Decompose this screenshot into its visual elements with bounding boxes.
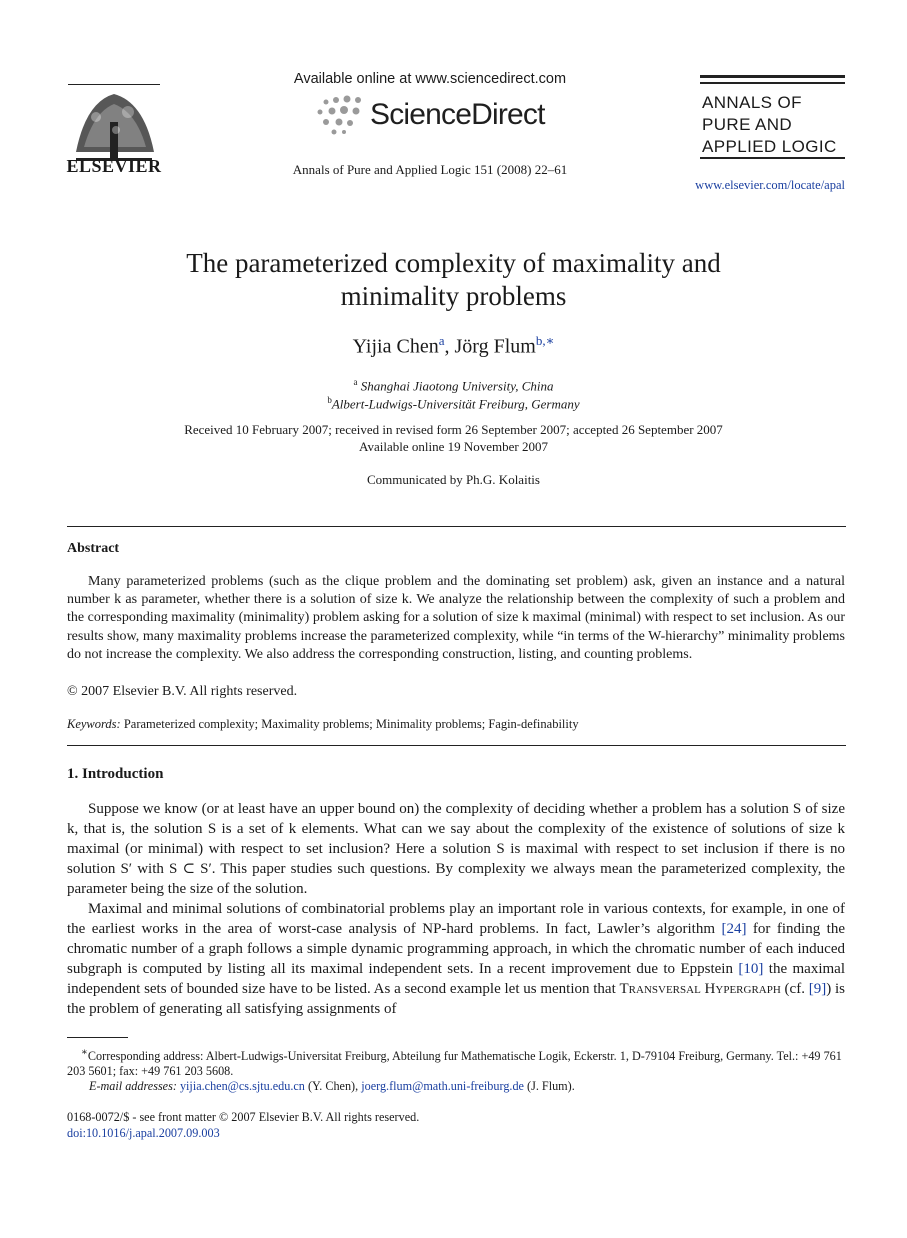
divider-bottom [67, 745, 846, 746]
journal-title-block [702, 92, 837, 158]
section-heading-introduction: 1. Introduction [67, 766, 164, 782]
available-date: Available online 19 November 2007 [359, 439, 548, 454]
publisher-name: ELSEVIER [66, 156, 162, 176]
affiliation-b-text: Albert-Ludwigs-Universität Freiburg, Germany [331, 396, 580, 412]
journal-title-rule-top-2 [700, 82, 845, 84]
intro-paragraph-2-c: the maximal independent sets of bounded size have to be listed. As a second example let us mention that [67, 961, 845, 997]
email-owner-chen: (Y. Chen), [304, 1079, 362, 1094]
footnote-mark: ∗ [81, 1047, 88, 1058]
journal-title-line-2: PURE AND [702, 115, 793, 134]
email-owner-flum: (J. Flum). [523, 1079, 575, 1094]
footnote-rule [67, 1037, 128, 1038]
keywords-list: Parameterized complexity; Maximality problems; Minimality problems; Fagin-definability [123, 717, 579, 731]
email-link-chen[interactable]: yijia.chen@cs.sjtu.edu.cn [179, 1079, 305, 1094]
email-label: E-mail addresses: [89, 1079, 177, 1094]
abstract-text: Many parameterized problems (such as the clique problem and the dominating set problem) ask, given an instance and a natural number k as parameter, whether there is a solution of size k. We analyze the relationship between the complexity of such a problem and the corresponding maximality (minimality) problem asking for a solution of size k maximal (minimal) with respect to set inclusion. As our results show, many maximality problems increase the parameterized complexity, while “in terms of the W-hierarchy” minimality problems do not increase the complexity. We also address the corresponding construction, listing, and counting problems. [67, 574, 845, 662]
citation-9[interactable]: [9] [808, 981, 827, 997]
footnote [67, 1045, 845, 1094]
affiliation-b [60, 395, 847, 412]
paper-title-line-1: The parameterized complexity of maximality and [186, 248, 721, 278]
available-online-text: Available online at www.sciencedirect.com [293, 71, 567, 87]
journal-title-rule-top [700, 75, 845, 78]
doi-link[interactable]: doi:10.1016/j.apal.2007.09.003 [67, 1126, 220, 1140]
abstract-heading: Abstract [67, 541, 120, 556]
divider-top [67, 526, 846, 527]
author-1: Yijia Chen [352, 335, 439, 358]
affiliation-a-mark: a [353, 377, 358, 387]
footnote-emails [67, 1079, 845, 1094]
journal-reference: Annals of Pure and Applied Logic 151 (2008) 22–61 [292, 162, 568, 177]
author-list [60, 333, 847, 359]
sciencedirect-brand: ScienceDirect [370, 98, 545, 131]
paper-title [60, 247, 847, 313]
author-1-affil-link[interactable]: a [438, 333, 445, 348]
intro-paragraph-2-e: ) is the problem of generating all satisfying assignments of [67, 981, 845, 1017]
received-dates: Received 10 February 2007; received in revised form 26 September 2007; accepted 26 September 2007 [184, 422, 723, 437]
email-link-flum[interactable]: joerg.flum@math.uni-freiburg.de [361, 1079, 524, 1094]
journal-title-rule-bottom [700, 157, 845, 159]
issn-line: 0168-0072/$ - see front matter © 2007 Elsevier B.V. All rights reserved. [67, 1110, 420, 1124]
intro-paragraph-1: Suppose we know (or at least have an upper bound on) the complexity of deciding whether a problem has a solution S of size k, that is, the solution S is a set of k elements. What can we say about the complexity of the existence of solutions of size k maximal (or minimal) with respect to set inclusion? Here a solution S is maximal with respect to set inclusion if there is no solution S′ with S ⊂ S′. This paper studies such questions. By complexity we always mean the parameterized complexity, the parameter being the size of the solution. [67, 801, 845, 897]
intro-paragraph-2 [67, 899, 845, 1019]
journal-url[interactable]: www.elsevier.com/locate/apal [695, 178, 845, 192]
intro-paragraph-2-a: Maximal and minimal solutions of combinatorial problems play an important role in various contexts, for example, in one of the earliest works in the area of worst-case analysis of NP-hard problems. In fact, Lawler’s algorithm [67, 901, 845, 937]
journal-title-line-3: APPLIED LOGIC [702, 137, 837, 156]
intro-paragraph-2-b: for finding the chromatic number of a graph follows a simple dynamic programming approach, in which the chromatic number of each induced subgraph is computed by listing all its maximal independent sets. In a recent improvement due to Eppstein [67, 921, 845, 977]
footnote-address-text: Corresponding address: Albert-Ludwigs-Universitat Freiburg, Abteilung fur Mathematische Logik, Eckerstr. 1, D-79104 Freiburg, Germany. Tel.: +49 761 203 5601; fax: +49 761 203 5608. [67, 1049, 842, 1079]
author-separator: , [444, 335, 455, 358]
intro-paragraph-2-d: (cf. [780, 981, 809, 997]
affiliation-b-mark: b [327, 395, 332, 405]
communicated-by: Communicated by Ph.G. Kolaitis [367, 472, 540, 487]
author-2-affil-link[interactable]: b,∗ [535, 333, 555, 348]
author-2: Jörg Flum [454, 335, 536, 358]
keywords-label: Keywords: [67, 717, 121, 731]
citation-24[interactable]: [24] [721, 921, 747, 937]
citation-10[interactable]: [10] [738, 961, 764, 977]
affiliation-a-text: Shanghai Jiaotong University, China [360, 378, 554, 394]
keywords [67, 717, 845, 732]
paper-title-line-2: minimality problems [340, 281, 567, 311]
footnote-address [67, 1045, 845, 1079]
problem-name-transversal-hypergraph: Transversal Hypergraph [619, 981, 781, 997]
journal-title-line-1: ANNALS OF [702, 93, 802, 112]
journal-url-link[interactable] [620, 178, 845, 193]
affiliation-a [60, 377, 847, 394]
abstract-copyright: © 2007 Elsevier B.V. All rights reserved. [67, 684, 298, 699]
